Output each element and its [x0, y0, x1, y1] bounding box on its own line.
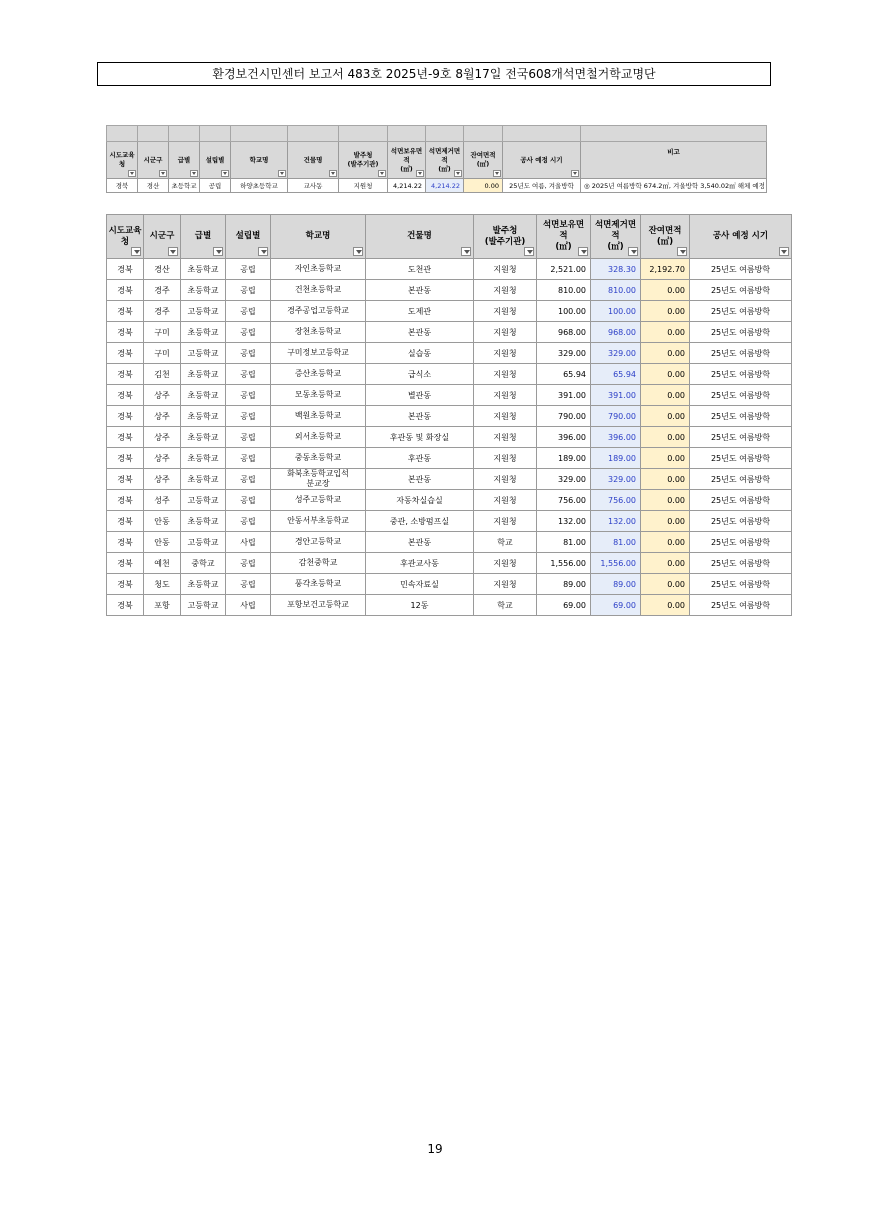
- filter-dropdown-icon[interactable]: [461, 247, 471, 256]
- cell-sido: 경북: [107, 179, 138, 193]
- cell-agency: 지원청: [474, 301, 537, 322]
- col-header: 석면보유면 적 (㎡): [537, 215, 591, 259]
- filter-active-icon[interactable]: [168, 247, 178, 256]
- filter-dropdown-icon[interactable]: [378, 170, 386, 177]
- band-cell: [503, 126, 581, 142]
- cell-removed: 4,214.22: [426, 179, 464, 193]
- cell-agency: 지원청: [474, 511, 537, 532]
- cell-removed: 756.00: [591, 490, 641, 511]
- col-header: 잔여면적 (㎡): [464, 142, 503, 179]
- cell-building: 실습동: [366, 343, 474, 364]
- cell-school: 경주공업고등학교: [271, 301, 366, 322]
- table-row: [107, 322, 792, 343]
- cell-building: 교사동: [288, 179, 339, 193]
- filter-dropdown-icon[interactable]: [578, 247, 588, 256]
- band-cell: [464, 126, 503, 142]
- filter-dropdown-icon[interactable]: [258, 247, 268, 256]
- cell-type: 공립: [226, 301, 271, 322]
- cell-level: 초등학교: [181, 427, 226, 448]
- cell-schedule: 25년도 여름방학: [690, 448, 792, 469]
- cell-building: 자동차실습실: [366, 490, 474, 511]
- col-header: 석면제거면적 (㎡): [426, 142, 464, 179]
- cell-type: 공립: [226, 511, 271, 532]
- cell-school: 백원초등학교: [271, 406, 366, 427]
- cell-type: 공립: [200, 179, 231, 193]
- cell-owned: 2,521.00: [537, 259, 591, 280]
- cell-sido: 경북: [107, 511, 144, 532]
- cell-type: 공립: [226, 322, 271, 343]
- cell-level: 초등학교: [181, 511, 226, 532]
- cell-school: 자인초등학교: [271, 259, 366, 280]
- cell-removed: 1,556.00: [591, 553, 641, 574]
- cell-agency: 지원청: [474, 406, 537, 427]
- cell-level: 중학교: [181, 553, 226, 574]
- cell-remaining: 0.00: [641, 511, 690, 532]
- filter-dropdown-icon[interactable]: [278, 170, 286, 177]
- cell-removed: 968.00: [591, 322, 641, 343]
- filter-dropdown-icon[interactable]: [128, 170, 136, 177]
- band-cell: [200, 126, 231, 142]
- col-header: 급별: [181, 215, 226, 259]
- band-cell: [339, 126, 388, 142]
- cell-remaining: 0.00: [641, 385, 690, 406]
- cell-sigungu: 상주: [144, 469, 181, 490]
- filter-active-icon[interactable]: [571, 170, 579, 177]
- cell-level: 고등학교: [181, 343, 226, 364]
- cell-school: 감천중학교: [271, 553, 366, 574]
- cell-sigungu: 경산: [138, 179, 169, 193]
- cell-agency: 지원청: [474, 553, 537, 574]
- cell-agency: 지원청: [474, 364, 537, 385]
- cell-building: 본관동: [366, 406, 474, 427]
- band-cell: [388, 126, 426, 142]
- cell-school: 화북초등학교입석 분교장: [271, 469, 366, 490]
- filter-dropdown-icon[interactable]: [329, 170, 337, 177]
- cell-sigungu: 청도: [144, 574, 181, 595]
- cell-schedule: 25년도 여름방학: [690, 490, 792, 511]
- cell-removed: 189.00: [591, 448, 641, 469]
- col-header: 학교명: [271, 215, 366, 259]
- cell-remaining: 0.00: [641, 490, 690, 511]
- cell-sigungu: 김천: [144, 364, 181, 385]
- cell-type: 공립: [226, 490, 271, 511]
- cell-schedule: 25년도 여름방학: [690, 532, 792, 553]
- cell-level: 고등학교: [181, 532, 226, 553]
- cell-sido: 경북: [107, 301, 144, 322]
- cell-sido: 경북: [107, 280, 144, 301]
- cell-agency: 지원청: [474, 259, 537, 280]
- col-header: 시군구: [138, 142, 169, 179]
- cell-owned: 132.00: [537, 511, 591, 532]
- filter-dropdown-icon[interactable]: [159, 170, 167, 177]
- cell-schedule: 25년도 여름방학: [690, 427, 792, 448]
- cell-building: 도제관: [366, 301, 474, 322]
- cell-removed: 391.00: [591, 385, 641, 406]
- cell-building: 중관, 소방펌프실: [366, 511, 474, 532]
- cell-removed: 329.00: [591, 343, 641, 364]
- cell-owned: 968.00: [537, 322, 591, 343]
- table-row: [107, 469, 792, 490]
- table-row: [107, 448, 792, 469]
- cell-agency: 지원청: [339, 179, 388, 193]
- cell-owned: 100.00: [537, 301, 591, 322]
- cell-schedule: 25년도 여름방학: [690, 364, 792, 385]
- filter-dropdown-icon[interactable]: [493, 170, 501, 177]
- col-header: 발주청 (발주기관): [339, 142, 388, 179]
- filter-dropdown-icon[interactable]: [677, 247, 687, 256]
- band-cell: [169, 126, 200, 142]
- cell-schedule: 25년도 여름방학: [690, 406, 792, 427]
- cell-building: 후관교사동: [366, 553, 474, 574]
- cell-schedule: 25년도 여름방학: [690, 511, 792, 532]
- cell-sido: 경북: [107, 385, 144, 406]
- cell-type: 공립: [226, 280, 271, 301]
- cell-building: 후관동 및 화장실: [366, 427, 474, 448]
- cell-level: 초등학교: [181, 322, 226, 343]
- cell-sigungu: 안동: [144, 511, 181, 532]
- table-row: [107, 490, 792, 511]
- cell-removed: 100.00: [591, 301, 641, 322]
- filter-dropdown-icon[interactable]: [131, 247, 141, 256]
- filter-dropdown-icon[interactable]: [454, 170, 462, 177]
- cell-remaining: 0.00: [641, 301, 690, 322]
- cell-agency: 지원청: [474, 574, 537, 595]
- cell-type: 공립: [226, 553, 271, 574]
- cell-sido: 경북: [107, 469, 144, 490]
- band-cell: [288, 126, 339, 142]
- cell-owned: 1,556.00: [537, 553, 591, 574]
- table-row: [107, 385, 792, 406]
- cell-sigungu: 상주: [144, 406, 181, 427]
- cell-removed: 89.00: [591, 574, 641, 595]
- cell-owned: 810.00: [537, 280, 591, 301]
- cell-type: 공립: [226, 427, 271, 448]
- cell-schedule: 25년도 여름방학: [690, 343, 792, 364]
- cell-agency: 학교: [474, 532, 537, 553]
- cell-sido: 경북: [107, 322, 144, 343]
- cell-sido: 경북: [107, 490, 144, 511]
- cell-building: 민속자료실: [366, 574, 474, 595]
- col-header: 학교명: [231, 142, 288, 179]
- cell-remaining: 0.00: [464, 179, 503, 193]
- col-header: 석면제거면 적 (㎡): [591, 215, 641, 259]
- cell-school: 하양초등학교: [231, 179, 288, 193]
- cell-level: 초등학교: [181, 364, 226, 385]
- cell-school: 안동서부초등학교: [271, 511, 366, 532]
- cell-agency: 지원청: [474, 280, 537, 301]
- cell-schedule: 25년도 여름방학: [690, 259, 792, 280]
- cell-schedule: 25년도 여름방학: [690, 595, 792, 616]
- cell-agency: 지원청: [474, 427, 537, 448]
- main-table: [106, 214, 792, 616]
- cell-type: 공립: [226, 406, 271, 427]
- cell-owned: 81.00: [537, 532, 591, 553]
- cell-school: 포항보건고등학교: [271, 595, 366, 616]
- cell-building: 본관동: [366, 532, 474, 553]
- filter-dropdown-icon[interactable]: [221, 170, 229, 177]
- col-header: 건물명: [288, 142, 339, 179]
- table-row: [107, 301, 792, 322]
- cell-building: 본관동: [366, 469, 474, 490]
- cell-owned: 65.94: [537, 364, 591, 385]
- cell-school: 모동초등학교: [271, 385, 366, 406]
- cell-sigungu: 상주: [144, 385, 181, 406]
- cell-agency: 학교: [474, 595, 537, 616]
- cell-sido: 경북: [107, 364, 144, 385]
- table-row: [107, 553, 792, 574]
- table-row: [107, 574, 792, 595]
- cell-sigungu: 경주: [144, 280, 181, 301]
- cell-schedule: 25년도 여름방학: [690, 553, 792, 574]
- cell-owned: 396.00: [537, 427, 591, 448]
- cell-type: 공립: [226, 448, 271, 469]
- filter-dropdown-icon[interactable]: [524, 247, 534, 256]
- table-row: [107, 364, 792, 385]
- cell-remaining: 0.00: [641, 574, 690, 595]
- cell-removed: 790.00: [591, 406, 641, 427]
- cell-note: ◎ 2025년 여름방학 674.2㎡, 겨울방학 3,540.02㎡ 해체 예정: [581, 179, 767, 193]
- cell-school: 중동초등학교: [271, 448, 366, 469]
- report-title: 환경보건시민센터 보고서 483호 2025년-9호 8월17일 전국608개석면철거학교명단: [97, 62, 771, 86]
- cell-agency: 지원청: [474, 322, 537, 343]
- table-row: [107, 595, 792, 616]
- filter-active-icon[interactable]: [779, 247, 789, 256]
- cell-agency: 지원청: [474, 469, 537, 490]
- band-cell: [231, 126, 288, 142]
- col-header: 시군구: [144, 215, 181, 259]
- top-table: [106, 125, 767, 193]
- cell-owned: 391.00: [537, 385, 591, 406]
- cell-remaining: 2,192.70: [641, 259, 690, 280]
- cell-removed: 69.00: [591, 595, 641, 616]
- cell-sigungu: 구미: [144, 343, 181, 364]
- cell-remaining: 0.00: [641, 553, 690, 574]
- cell-type: 사립: [226, 595, 271, 616]
- cell-level: 초등학교: [169, 179, 200, 193]
- cell-level: 고등학교: [181, 490, 226, 511]
- cell-schedule: 25년도 여름방학: [690, 301, 792, 322]
- cell-sido: 경북: [107, 406, 144, 427]
- cell-schedule: 25년도 여름방학: [690, 469, 792, 490]
- col-header: 비고: [581, 142, 767, 179]
- col-header: 시도교육청: [107, 215, 144, 259]
- cell-sido: 경북: [107, 448, 144, 469]
- cell-sigungu: 상주: [144, 448, 181, 469]
- main-table-header: [107, 215, 792, 259]
- cell-sigungu: 포항: [144, 595, 181, 616]
- cell-building: 급식소: [366, 364, 474, 385]
- cell-owned: 756.00: [537, 490, 591, 511]
- cell-remaining: 0.00: [641, 448, 690, 469]
- col-header: 설립별: [200, 142, 231, 179]
- cell-agency: 지원청: [474, 490, 537, 511]
- cell-type: 공립: [226, 343, 271, 364]
- cell-removed: 81.00: [591, 532, 641, 553]
- cell-removed: 396.00: [591, 427, 641, 448]
- table-row: [107, 406, 792, 427]
- col-header: 급별: [169, 142, 200, 179]
- cell-removed: 328.30: [591, 259, 641, 280]
- page-number: 19: [427, 1142, 443, 1156]
- cell-school: 성주고등학교: [271, 490, 366, 511]
- cell-sido: 경북: [107, 595, 144, 616]
- cell-school: 외서초등학교: [271, 427, 366, 448]
- band-cell: [138, 126, 169, 142]
- cell-remaining: 0.00: [641, 595, 690, 616]
- cell-remaining: 0.00: [641, 343, 690, 364]
- cell-schedule: 25년도 여름방학: [690, 280, 792, 301]
- band-cell: [107, 126, 138, 142]
- band-cell: [581, 126, 767, 142]
- filter-dropdown-icon[interactable]: [628, 247, 638, 256]
- cell-sido: 경북: [107, 343, 144, 364]
- cell-remaining: 0.00: [641, 427, 690, 448]
- cell-building: 별관동: [366, 385, 474, 406]
- cell-sigungu: 상주: [144, 427, 181, 448]
- col-header: 공사 예정 시기: [503, 142, 581, 179]
- table-row: [107, 427, 792, 448]
- cell-removed: 132.00: [591, 511, 641, 532]
- cell-owned: 89.00: [537, 574, 591, 595]
- cell-type: 공립: [226, 385, 271, 406]
- col-header: 석면보유면적 (㎡): [388, 142, 426, 179]
- cell-agency: 지원청: [474, 448, 537, 469]
- col-header: 발주청 (발주기관): [474, 215, 537, 259]
- cell-remaining: 0.00: [641, 364, 690, 385]
- cell-sido: 경북: [107, 574, 144, 595]
- cell-remaining: 0.00: [641, 280, 690, 301]
- table-row: [107, 343, 792, 364]
- cell-level: 초등학교: [181, 259, 226, 280]
- cell-school: 장천초등학교: [271, 322, 366, 343]
- top-table-row: [107, 179, 767, 193]
- cell-removed: 810.00: [591, 280, 641, 301]
- cell-owned: 790.00: [537, 406, 591, 427]
- col-header: 잔여면적 (㎡): [641, 215, 690, 259]
- cell-remaining: 0.00: [641, 532, 690, 553]
- main-table-body: [107, 259, 792, 616]
- cell-agency: 지원청: [474, 385, 537, 406]
- col-header: 건물명: [366, 215, 474, 259]
- table-row: [107, 532, 792, 553]
- cell-building: 도천관: [366, 259, 474, 280]
- cell-owned: 329.00: [537, 469, 591, 490]
- cell-school: 구미정보고등학교: [271, 343, 366, 364]
- cell-sigungu: 구미: [144, 322, 181, 343]
- cell-building: 본관동: [366, 280, 474, 301]
- cell-agency: 지원청: [474, 343, 537, 364]
- cell-type: 공립: [226, 364, 271, 385]
- cell-level: 초등학교: [181, 406, 226, 427]
- cell-school: 건천초등학교: [271, 280, 366, 301]
- cell-remaining: 0.00: [641, 322, 690, 343]
- cell-sido: 경북: [107, 532, 144, 553]
- table-row: [107, 511, 792, 532]
- col-header: 설립별: [226, 215, 271, 259]
- cell-school: 풍각초등학교: [271, 574, 366, 595]
- cell-sido: 경북: [107, 427, 144, 448]
- cell-sido: 경북: [107, 553, 144, 574]
- cell-owned: 329.00: [537, 343, 591, 364]
- table-row: [107, 280, 792, 301]
- cell-type: 공립: [226, 469, 271, 490]
- cell-building: 본관동: [366, 322, 474, 343]
- cell-sigungu: 경주: [144, 301, 181, 322]
- cell-removed: 329.00: [591, 469, 641, 490]
- filter-dropdown-icon[interactable]: [416, 170, 424, 177]
- cell-sigungu: 경산: [144, 259, 181, 280]
- cell-school: 경안고등학교: [271, 532, 366, 553]
- cell-level: 초등학교: [181, 448, 226, 469]
- cell-type: 공립: [226, 574, 271, 595]
- band-cell: [426, 126, 464, 142]
- cell-remaining: 0.00: [641, 406, 690, 427]
- cell-level: 초등학교: [181, 469, 226, 490]
- cell-level: 초등학교: [181, 280, 226, 301]
- cell-owned: 69.00: [537, 595, 591, 616]
- cell-removed: 65.94: [591, 364, 641, 385]
- top-table-header: [107, 142, 767, 179]
- cell-level: 고등학교: [181, 301, 226, 322]
- cell-level: 초등학교: [181, 574, 226, 595]
- table-row: [107, 259, 792, 280]
- col-header: 공사 예정 시기: [690, 215, 792, 259]
- cell-type: 공립: [226, 259, 271, 280]
- cell-remaining: 0.00: [641, 469, 690, 490]
- filter-dropdown-icon[interactable]: [213, 247, 223, 256]
- col-header: 시도교육청: [107, 142, 138, 179]
- cell-schedule: 25년도 여름방학: [690, 322, 792, 343]
- cell-building: 후관동: [366, 448, 474, 469]
- cell-type: 사립: [226, 532, 271, 553]
- cell-level: 초등학교: [181, 385, 226, 406]
- cell-sido: 경북: [107, 259, 144, 280]
- cell-school: 증산초등학교: [271, 364, 366, 385]
- cell-sigungu: 안동: [144, 532, 181, 553]
- cell-sigungu: 예천: [144, 553, 181, 574]
- cell-building: 12동: [366, 595, 474, 616]
- cell-owned: 4,214.22: [388, 179, 426, 193]
- filter-dropdown-icon[interactable]: [190, 170, 198, 177]
- cell-schedule: 25년도 여름방학: [690, 385, 792, 406]
- cell-owned: 189.00: [537, 448, 591, 469]
- top-table-band: [107, 126, 767, 142]
- cell-schedule: 25년도 여름방학: [690, 574, 792, 595]
- cell-schedule: 25년도 여름, 겨울방학: [503, 179, 581, 193]
- cell-sigungu: 성주: [144, 490, 181, 511]
- cell-level: 고등학교: [181, 595, 226, 616]
- filter-dropdown-icon[interactable]: [353, 247, 363, 256]
